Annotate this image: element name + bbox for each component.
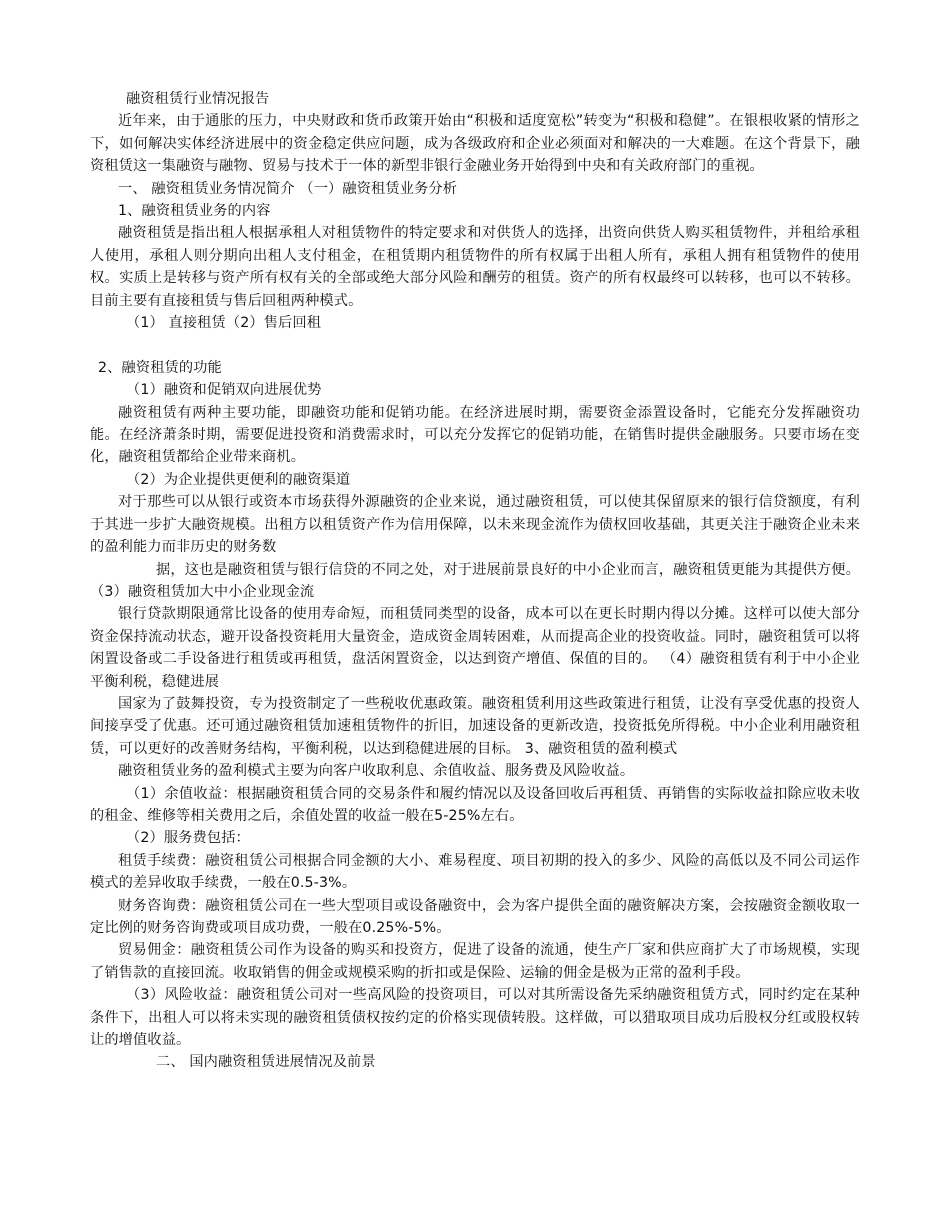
paragraph: 融资租赁业务的盈利模式主要为向客户收取利息、余值收益、服务费及风险收益。 <box>118 763 635 780</box>
paragraph: 租赁手续费：融资租赁公司根据合同金额的大小、难易程度、项目初期的投入的多少、风险的高低以及不同公司运作模式的差异收取手续费，一般在0.5-3%。 <box>90 852 860 892</box>
paragraph: 1、融资租赁业务的内容 <box>118 203 271 220</box>
paragraph: 贸易佣金：融资租赁公司作为设备的购买和投资方，促进了设备的流通，使生产厂家和供应商扩大了市场规模，实现了销售款的直接回流。收取销售的佣金或规模采购的折扣或是保险、运输的佣金是极为正常的盈利手段。 <box>90 942 860 981</box>
paragraph: 银行贷款期限通常比设备的使用寿命短，而租赁同类型的设备，成本可以在更长时期内得以分摊。这样可以使大部分资金保持流动状态，避开设备投资耗用大量资金，造成资金周转困难，从而提高企业的投资收益。同时，融资租赁可以将闲置设备或二手设备进行租赁或再租赁，盘活闲置资金，以达到资产增值、保值的目的。 （4）融资租赁有利于中小企业平衡利税，稳健进展 <box>90 606 860 690</box>
paragraph: 二、 国内融资租赁进展情况及前景 <box>156 1054 376 1071</box>
paragraph: 2、融资租赁的功能 <box>98 359 222 376</box>
paragraph: （1）余值收益：根据融资租赁合同的交易条件和履约情况以及设备回收后再租赁、再销售的实际收益扣除应收未收的租金、维修等相关费用之后，余值处置的收益一般在5-25%左右。 <box>90 785 860 824</box>
paragraph: （2）为企业提供更便利的融资渠道 <box>126 471 351 488</box>
paragraph: 一、 融资租赁业务情况简介 （一）融资租赁业务分析 <box>118 180 458 197</box>
paragraph: （1）融资和促销双向进展优势 <box>126 382 322 399</box>
paragraph: 融资租赁有两种主要功能，即融资功能和促销功能。在经济进展时期，需要资金添置设备时，它能充分发挥融资功能。在经济萧条时期，需要促进投资和消费需求时，可以充分发挥它的促销功能，在销售时提供金融服务。只要市场在变化，融资租赁都给企业带来商机。 <box>90 404 860 466</box>
document-body <box>90 88 860 1074</box>
paragraph: 据，这也是融资租赁与银行信贷的不同之处，对于进展前景良好的中小企业而言，融资租赁更能为其提供方便。 （3）融资租赁加大中小企业现金流 <box>90 561 860 600</box>
paragraph: 对于那些可以从银行或资本市场获得外源融资的企业来说，通过融资租赁，可以使其保留原来的银行信贷额度，有利于其进一步扩大融资规模。出租方以租赁资产作为信用保障，以未来现金流作为债权回收基础，其更关注于融资企业未来的盈利能力而非历史的财务数 <box>90 494 860 556</box>
paragraph: 融资租赁是指出租人根据承租人对租赁物件的特定要求和对供货人的选择，出资向供货人购买租赁物件，并租给承租人使用，承租人则分期向出租人支付租金，在租赁期内租赁物件的所有权属于出租人所有，承租人拥有租赁物件的使用权。实质上是转移与资产所有权有关的全部或绝大部分风险和酬劳的租赁。资产的所有权最终可以转移，也可以不转移。目前主要有直接租赁与售后回租两种模式。 <box>90 225 860 309</box>
paragraph: （2）服务费包括： <box>126 830 250 847</box>
paragraph: 国家为了鼓舞投资，专为投资制定了一些税收优惠政策。融资租赁利用这些政策进行租赁，让没有享受优惠的投资人间接享受了优惠。还可通过融资租赁加速租赁物件的折旧，加速设备的更新改造，投资抵免所得税。中小企业利用融资租赁，可以更好的改善财务结构，平衡利税，以达到稳健进展的目标。 3、融资租赁的盈利模式 <box>90 695 860 757</box>
paragraph: 财务咨询费：融资租赁公司在一些大型项目或设备融资中，会为客户提供全面的融资解决方案，会按融资金额收取一定比例的财务咨询费或项目成功费，一般在0.25%-5%。 <box>90 897 860 937</box>
paragraph: 近年来，由于通胀的压力，中央财政和货币政策开始由“积极和适度宽松”转变为“积极和稳健”。在银根收紧的情形之下，如何解决实体经济进展中的资金稳定供应问题，成为各级政府和企业必须面对和解决的一大难题。在这个背景下，融资租赁这一集融资与融物、贸易与技术于一体的新型非银行金融业务开始得到中央和有关政府部门的重视。 <box>90 113 860 175</box>
paragraph: （3）风险收益：融资租赁公司对一些高风险的投资项目，可以对其所需设备先采纳融资租赁方式，同时约定在某种条件下，出租人可以将未实现的融资租赁债权按约定的价格实现债转股。这样做，可以猎取项目成功后股权分红或股权转让的增值收益。 <box>90 987 860 1049</box>
paragraph: （1） 直接租赁（2）售后回租 <box>126 315 322 332</box>
paragraph: 融资租赁行业情况报告 <box>126 91 270 107</box>
blank-line <box>90 334 860 356</box>
